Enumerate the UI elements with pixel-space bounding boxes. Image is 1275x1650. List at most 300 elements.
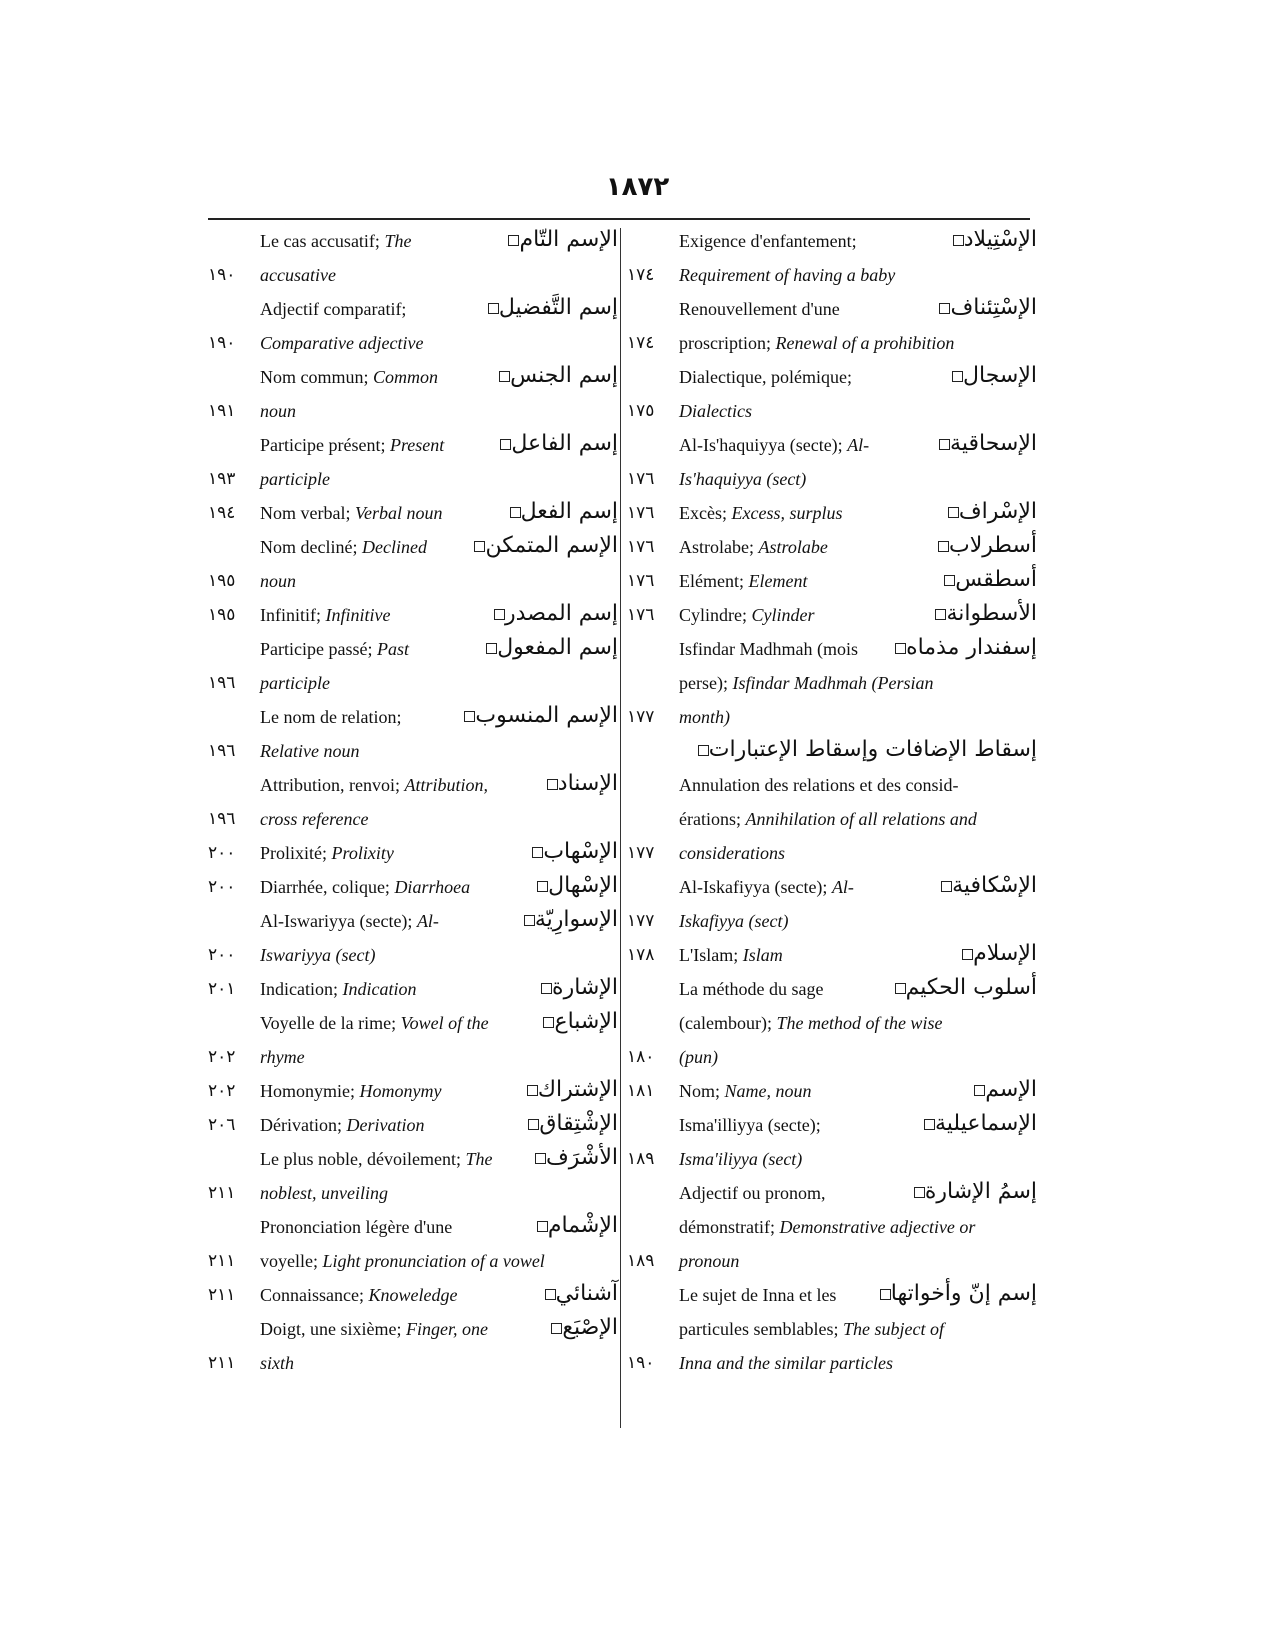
french-definition: Infinitif;: [260, 605, 326, 625]
entry-line: [627, 362, 1037, 396]
checkbox-square-icon: [500, 439, 511, 450]
definition-text: [679, 673, 933, 694]
definition-text: [679, 333, 954, 354]
arabic-term: الإسم المتمكن: [466, 533, 618, 558]
checkbox-square-icon: [938, 541, 949, 552]
entry-line: [208, 906, 618, 940]
entry-line: [627, 804, 1037, 838]
checkbox-square-icon: [941, 881, 952, 892]
entry-line: [627, 294, 1037, 328]
page-reference: ٢١١: [208, 1353, 236, 1373]
checkbox-square-icon: [551, 1323, 562, 1334]
glossary-entry: [208, 974, 618, 1008]
column-divider: [620, 228, 621, 1428]
french-definition: démonstratif;: [679, 1217, 780, 1237]
entry-line: [627, 668, 1037, 702]
definition-text: [260, 741, 359, 762]
checkbox-square-icon: [499, 371, 510, 382]
english-definition: Al-: [416, 911, 439, 931]
glossary-entry: [208, 1144, 618, 1212]
entry-line: [627, 430, 1037, 464]
arabic-term: أسلوب الحكيم: [887, 975, 1037, 1000]
entry-line: [208, 294, 618, 328]
glossary-entry: [208, 1280, 618, 1314]
definition-text: [260, 1285, 457, 1306]
definition-text: [260, 1319, 488, 1340]
checkbox-square-icon: [962, 949, 973, 960]
french-definition: Isma'illiyya (secte);: [679, 1115, 821, 1135]
french-definition: Cylindre;: [679, 605, 752, 625]
english-definition: participle: [260, 673, 330, 693]
entry-line: [627, 1178, 1037, 1212]
english-definition: Common: [373, 367, 439, 387]
glossary-entry: [627, 226, 1037, 294]
glossary-entry: [208, 770, 618, 838]
glossary-entry: [208, 838, 618, 872]
english-definition: Present: [389, 435, 445, 455]
definition-text: [260, 1149, 492, 1170]
definition-text: [679, 537, 828, 558]
definition-text: [260, 1353, 294, 1374]
page-reference: ٢٠٠: [208, 843, 236, 863]
french-definition: Nom decliné;: [260, 537, 362, 557]
arabic-term: أسطرلاب: [930, 533, 1037, 558]
english-definition: Attribution,: [404, 775, 488, 795]
definition-text: [679, 945, 783, 966]
checkbox-square-icon: [541, 983, 552, 994]
page-reference: ١٨٩: [627, 1251, 655, 1271]
entry-line: [208, 498, 618, 532]
arabic-term: الأسطوانة: [927, 601, 1037, 626]
french-definition: Adjectif ou pronom,: [679, 1183, 826, 1203]
english-definition: Excess, surplus: [731, 503, 843, 523]
french-definition: (calembour);: [679, 1013, 777, 1033]
definition-text: [260, 843, 394, 864]
french-definition: Nom verbal;: [260, 503, 355, 523]
entry-line: [208, 566, 618, 600]
definition-text: [679, 1217, 975, 1238]
entry-line: [208, 634, 618, 668]
definition-text: [679, 605, 815, 626]
definition-text: [679, 1115, 821, 1136]
entry-line: [627, 566, 1037, 600]
checkbox-square-icon: [508, 235, 519, 246]
french-definition: Dialectique, polémique;: [679, 367, 852, 387]
english-definition: Diarrhoea: [394, 877, 471, 897]
arabic-term: الإسماعيلية: [916, 1111, 1037, 1136]
french-definition: Nom;: [679, 1081, 725, 1101]
english-definition: Infinitive: [325, 605, 391, 625]
definition-text: [260, 537, 427, 558]
glossary-entry: [627, 566, 1037, 600]
arabic-term: آشنائي: [537, 1281, 618, 1306]
french-definition: Renouvellement d'une: [679, 299, 840, 319]
page-reference: ١٧٦: [627, 469, 655, 489]
arabic-term: إسم التَّفضيل: [480, 295, 618, 320]
arabic-term: إسم الجنس: [491, 363, 618, 388]
page-reference: ١٩٥: [208, 571, 236, 591]
entry-line: [627, 702, 1037, 736]
entry-line: [208, 668, 618, 702]
glossary-entry: [627, 940, 1037, 974]
checkbox-square-icon: [545, 1289, 556, 1300]
page-reference: ١٧٧: [627, 843, 655, 863]
entry-line: [208, 1280, 618, 1314]
checkbox-square-icon: [974, 1085, 985, 1096]
french-definition: Le cas accusatif;: [260, 231, 385, 251]
french-definition: Attribution, renvoi;: [260, 775, 405, 795]
french-definition: Elément;: [679, 571, 749, 591]
english-definition: Derivation: [346, 1115, 425, 1135]
entry-line: [208, 770, 618, 804]
page-reference: ١٧٤: [627, 265, 655, 285]
entry-line: [208, 430, 618, 464]
definition-text: [260, 945, 375, 966]
english-definition: Astrolabe: [758, 537, 828, 557]
checkbox-square-icon: [895, 643, 906, 654]
arabic-term: الإسْهاب: [524, 839, 618, 864]
glossary-entry: [208, 532, 618, 600]
english-definition: Requirement of having a baby: [679, 265, 896, 285]
french-definition: La méthode du sage: [679, 979, 824, 999]
entry-line: [208, 1008, 618, 1042]
french-definition: Excès;: [679, 503, 732, 523]
arabic-term: إسمُ الإشارة: [906, 1179, 1037, 1204]
header-rule: [208, 218, 1030, 220]
definition-text: [679, 979, 823, 1000]
page-reference: ١٨٠: [627, 1047, 655, 1067]
french-definition: Participe passé;: [260, 639, 377, 659]
entry-line: [208, 1314, 618, 1348]
arabic-term: الإصْبَع: [543, 1315, 618, 1340]
checkbox-square-icon: [524, 915, 535, 926]
english-definition: Declined: [361, 537, 427, 557]
french-definition: Astrolabe;: [679, 537, 759, 557]
definition-text: [679, 809, 977, 830]
definition-text: [260, 911, 439, 932]
french-definition: proscription;: [679, 333, 776, 353]
entry-line: [627, 770, 1037, 804]
left-column: [208, 226, 618, 1382]
french-definition: Isfindar Madhmah (mois: [679, 639, 858, 659]
arabic-term: الإسْتِئناف: [931, 295, 1037, 320]
checkbox-square-icon: [537, 881, 548, 892]
entry-line: [627, 1110, 1037, 1144]
arabic-term: الأشْرَف: [527, 1145, 618, 1170]
french-definition: Adjectif comparatif;: [260, 299, 407, 319]
english-definition: Light pronunciation of a vowel: [322, 1251, 545, 1271]
arabic-term: إسفندار مذماه: [887, 635, 1037, 660]
english-definition: The: [465, 1149, 493, 1169]
arabic-term: إسم المصدر: [486, 601, 618, 626]
french-definition: Prolixité;: [260, 843, 332, 863]
definition-text: [679, 435, 869, 456]
glossary-entry: [627, 1076, 1037, 1110]
arabic-term: أسطقس: [936, 567, 1037, 592]
checkbox-square-icon: [948, 507, 959, 518]
definition-text: [260, 1081, 441, 1102]
page-reference: ١٧٤: [627, 333, 655, 353]
entry-line: [627, 974, 1037, 1008]
english-definition: considerations: [679, 843, 785, 863]
glossary-entry: [208, 1076, 618, 1110]
definition-text: [260, 1217, 452, 1238]
definition-text: [260, 571, 296, 592]
entry-line: [208, 1178, 618, 1212]
entry-line: [627, 838, 1037, 872]
checkbox-square-icon: [543, 1017, 554, 1028]
glossary-entry: [208, 1110, 618, 1144]
entry-line: [627, 940, 1037, 974]
definition-text: [260, 877, 470, 898]
checkbox-square-icon: [698, 745, 709, 756]
french-definition: L'Islam;: [679, 945, 743, 965]
entry-line: [208, 736, 618, 770]
glossary-entry: [627, 430, 1037, 498]
checkbox-square-icon: [474, 541, 485, 552]
definition-text: [260, 775, 488, 796]
glossary-entry: [208, 872, 618, 906]
glossary-entry: [208, 702, 618, 770]
definition-text: [260, 299, 406, 320]
checkbox-square-icon: [532, 847, 543, 858]
glossary-entry: [627, 634, 1037, 736]
definition-text: [679, 1013, 942, 1034]
arabic-term: الإشْمام: [529, 1213, 618, 1238]
page-reference: ١٧٧: [627, 911, 655, 931]
english-definition: Relative noun: [260, 741, 360, 761]
glossary-entry: [208, 600, 618, 634]
definition-text: [260, 605, 390, 626]
definition-text: [679, 1285, 836, 1306]
english-definition: Element: [748, 571, 808, 591]
arabic-term: الإسم: [966, 1077, 1037, 1102]
entry-line: [208, 328, 618, 362]
checkbox-square-icon: [953, 235, 964, 246]
definition-text: [679, 1081, 812, 1102]
english-definition: Inna and the similar particles: [679, 1353, 893, 1373]
entry-line: [208, 260, 618, 294]
glossary-entry: [208, 362, 618, 430]
arabic-term: إسم المفعول: [478, 635, 618, 660]
glossary-entry: [627, 600, 1037, 634]
entry-line: [627, 532, 1037, 566]
glossary-entry: [208, 1008, 618, 1076]
french-definition: voyelle;: [260, 1251, 323, 1271]
arabic-term: إسم الفاعل: [492, 431, 618, 456]
entry-line: [627, 1076, 1037, 1110]
entry-line: [208, 1246, 618, 1280]
definition-text: [260, 503, 442, 524]
arabic-term: الإشارة: [533, 975, 618, 1000]
entry-line: [627, 464, 1037, 498]
glossary-entry: [627, 1110, 1037, 1178]
english-definition: Islam: [742, 945, 783, 965]
checkbox-square-icon: [952, 371, 963, 382]
definition-text: [679, 1149, 802, 1170]
page-reference: ١٧٥: [627, 401, 655, 421]
french-definition: Al-Iswariyya (secte);: [260, 911, 417, 931]
definition-text: [260, 333, 423, 354]
entry-line: [627, 260, 1037, 294]
definition-text: [679, 231, 857, 252]
page-reference: ٢١١: [208, 1251, 236, 1271]
entry-line: [208, 396, 618, 430]
checkbox-square-icon: [547, 779, 558, 790]
definition-text: [679, 843, 785, 864]
entry-line: [208, 1348, 618, 1382]
entry-line: [208, 600, 618, 634]
definition-text: [679, 775, 958, 796]
glossary-entry: [627, 362, 1037, 430]
definition-text: [679, 1319, 944, 1340]
english-definition: accusative: [260, 265, 336, 285]
entry-line: [627, 1042, 1037, 1076]
definition-text: [679, 1353, 893, 1374]
arabic-term: الإشباع: [535, 1009, 618, 1034]
page-reference: ١٨١: [627, 1081, 655, 1101]
english-definition: Isma'iliyya (sect): [679, 1149, 803, 1169]
definition-text: [679, 367, 852, 388]
page-reference: ١٨٩: [627, 1149, 655, 1169]
english-definition: The method of the wise: [776, 1013, 943, 1033]
checkbox-square-icon: [895, 983, 906, 994]
arabic-term: إسم إنّ وأخواتها: [872, 1281, 1037, 1306]
page-reference: ٢٠٢: [208, 1081, 236, 1101]
definition-text: [679, 401, 752, 422]
checkbox-square-icon: [510, 507, 521, 518]
checkbox-square-icon: [939, 439, 950, 450]
page-reference: ١٧٦: [627, 571, 655, 591]
english-definition: Cylinder: [751, 605, 815, 625]
french-definition: Participe présent;: [260, 435, 390, 455]
entry-line: [208, 1110, 618, 1144]
definition-text: [260, 265, 336, 286]
glossary-entry: [627, 294, 1037, 362]
english-definition: Isfindar Madhmah (Persian: [732, 673, 934, 693]
page-reference: ١٩٦: [208, 673, 236, 693]
entry-line: [627, 1314, 1037, 1348]
english-definition: Name, noun: [724, 1081, 812, 1101]
checkbox-square-icon: [924, 1119, 935, 1130]
definition-text: [260, 809, 368, 830]
english-definition: Is'haquiyya (sect): [679, 469, 807, 489]
english-definition: rhyme: [260, 1047, 305, 1067]
french-definition: Le plus noble, dévoilement;: [260, 1149, 466, 1169]
page-reference: ٢٠٢: [208, 1047, 236, 1067]
french-definition: Dérivation;: [260, 1115, 347, 1135]
french-definition: Doigt, une sixième;: [260, 1319, 406, 1339]
french-definition: Exigence d'enfantement;: [679, 231, 857, 251]
page-reference: ٢٠١: [208, 979, 236, 999]
english-definition: Renewal of a prohibition: [775, 333, 955, 353]
french-definition: Connaissance;: [260, 1285, 369, 1305]
checkbox-square-icon: [935, 609, 946, 620]
entry-line: [208, 702, 618, 736]
page-reference: ١٩٣: [208, 469, 236, 489]
english-definition: Annihilation of all relations and: [745, 809, 977, 829]
entry-line: [208, 804, 618, 838]
glossary-entry: [627, 974, 1037, 1076]
english-definition: Homonymy: [359, 1081, 442, 1101]
definition-text: [260, 639, 409, 660]
english-definition: Past: [376, 639, 409, 659]
english-definition: participle: [260, 469, 330, 489]
glossary-entry: [627, 872, 1037, 940]
definition-text: [679, 707, 730, 728]
english-definition: Al-: [831, 877, 854, 897]
entry-line: [208, 1144, 618, 1178]
definition-text: [679, 469, 806, 490]
page-reference: ١٩٠: [627, 1353, 655, 1373]
entry-line: [208, 974, 618, 1008]
french-definition: perse);: [679, 673, 733, 693]
entry-line: [627, 328, 1037, 362]
entry-line: [627, 1280, 1037, 1314]
entry-line: [627, 634, 1037, 668]
arabic-term: الإسْتِيلاد: [945, 227, 1037, 252]
entry-line: [627, 396, 1037, 430]
page-reference: ١٩٤: [208, 503, 236, 523]
definition-text: [260, 707, 401, 728]
arabic-term: الإسجال: [944, 363, 1037, 388]
english-definition: Verbal noun: [354, 503, 443, 523]
french-definition: érations;: [679, 809, 746, 829]
page-reference: ١٩٠: [208, 265, 236, 285]
checkbox-square-icon: [944, 575, 955, 586]
entry-line: [208, 1076, 618, 1110]
checkbox-square-icon: [914, 1187, 925, 1198]
french-definition: particules semblables;: [679, 1319, 843, 1339]
checkbox-square-icon: [939, 303, 950, 314]
english-definition: The: [384, 231, 412, 251]
definition-text: [260, 1047, 305, 1068]
glossary-entry: [627, 1280, 1037, 1382]
entry-line: [208, 1212, 618, 1246]
arabic-term: الإسم المنسوب: [456, 703, 618, 728]
glossary-entry: [627, 1178, 1037, 1280]
french-definition: Homonymie;: [260, 1081, 360, 1101]
glossary-entry: [627, 498, 1037, 532]
glossary-entry: [208, 634, 618, 702]
english-definition: Al-: [847, 435, 870, 455]
glossary-entry: [208, 1314, 618, 1382]
glossary-entry: [208, 498, 618, 532]
french-definition: Le sujet de Inna et les: [679, 1285, 837, 1305]
definition-text: [260, 673, 330, 694]
english-definition: sixth: [260, 1353, 294, 1373]
page-reference: ١٩٦: [208, 741, 236, 761]
english-definition: month): [679, 707, 730, 727]
english-definition: (pun): [679, 1047, 718, 1067]
entry-line: [627, 1348, 1037, 1382]
definition-text: [679, 503, 842, 524]
arabic-term: الإسْراف: [940, 499, 1037, 524]
right-column: [627, 226, 1037, 1382]
checkbox-square-icon: [494, 609, 505, 620]
arabic-term: الإسلام: [954, 941, 1037, 966]
arabic-term: الإسْهال: [529, 873, 618, 898]
glossary-entry: [208, 906, 618, 974]
definition-text: [260, 1115, 424, 1136]
arabic-term-line: [627, 736, 1037, 770]
english-definition: noun: [260, 571, 296, 591]
definition-text: [679, 1251, 739, 1272]
french-definition: Voyelle de la rime;: [260, 1013, 401, 1033]
french-definition: Le nom de relation;: [260, 707, 402, 727]
definition-text: [679, 639, 858, 660]
entry-line: [208, 1042, 618, 1076]
